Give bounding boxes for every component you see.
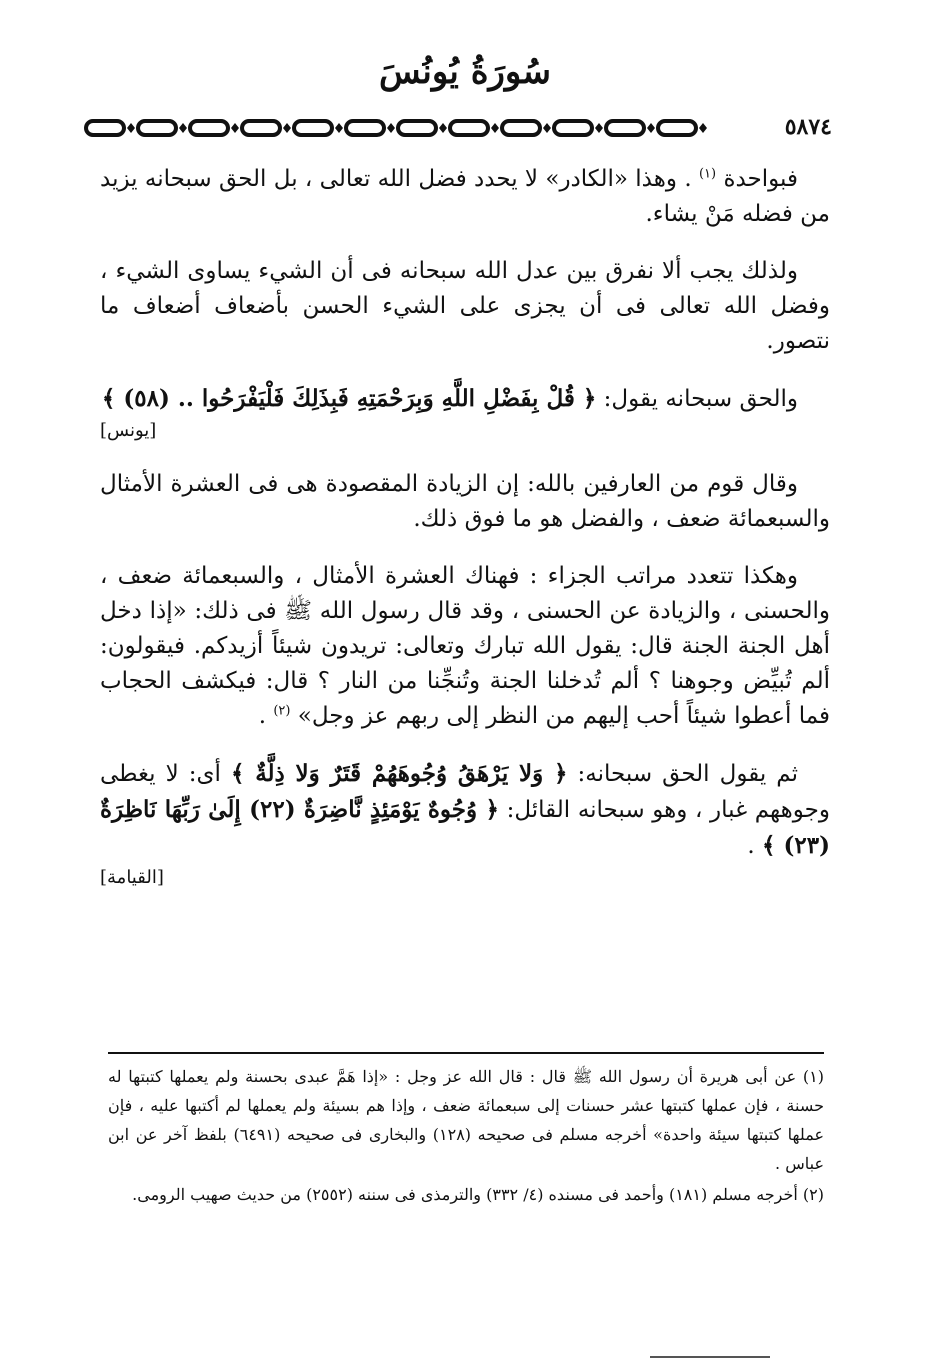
paragraph-3-intro: والحق سبحانه يقول: xyxy=(603,386,798,412)
quran-verse-yunus-26: ﴿ وَلا يَرْهَقُ وُجُوهَهُمْ قَتَرٌ وَلا ذِلَّةٌ ﴾ xyxy=(230,760,568,787)
paragraph-2: ولذلك يجب ألا نفرق بين عدل الله سبحانه فى أن الشيء يساوى الشيء ، وفضل الله تعالى فى أن يجزى على الشيء الحسن بأضعاف أضعاف ما نتصور. xyxy=(100,258,830,354)
paragraph-6-intro: ثم يقول الحق سبحانه: xyxy=(577,761,799,787)
surah-reference-yunus: [يونس] xyxy=(100,420,157,441)
footnote-ref-2: (٢) xyxy=(273,703,291,719)
paragraph-1-text-a: فبواحدة xyxy=(723,166,798,192)
paragraph-1-text-b: . وهذا «الكادر» لا يحدد فضل الله تعالى ، بل الحق سبحانه يزيد من فضله مَنْ يشاء. xyxy=(100,166,830,227)
paragraph-6 xyxy=(100,756,830,892)
footnotes xyxy=(108,1062,824,1211)
paragraph-4: وقال قوم من العارفين بالله: إن الزيادة المقصودة هى فى العشرة الأمثال والسبعمائة ضعف ، والفضل هو ما فوق ذلك. xyxy=(100,471,830,532)
ornament-border xyxy=(82,117,732,139)
paragraph-6-middle: أى: لا يغطى وجوههم غبار ، وهو سبحانه القائل: xyxy=(100,761,830,823)
footnote-1: (١) عن أبى هريرة أن رسول الله ﷺ قال : قال الله عز وجل : «إذا هَمَّ عبدى بحسنة ولم يعملها كتبتها له حسنة ، فإن عملها كتبتها عشر حسنات إلى سبعمائة ضعف ، وإذا هم بسيئة ولم يعملها لم أكتبها عليه ، فإن عملها كتبتها سيئة واحدة» أخرجه مسلم فى صحيحه (١٢٨) والبخارى فى صحيحه (٦٤٩١) بلفظ آخر عن ابن عباس . xyxy=(108,1067,824,1173)
quran-verse-qiyamah-22-23: ﴿ وُجُوهٌ يَوْمَئِذٍ نَّاضِرَةٌ (٢٢) إِلَىٰ رَبِّهَا نَاظِرَةٌ (٢٣) ﴾ xyxy=(100,796,830,859)
footnote-ref-1: (١) xyxy=(698,166,717,182)
page-number: ٥٨٧٤ xyxy=(784,114,832,140)
paragraph-6-end: . xyxy=(747,833,755,859)
main-text xyxy=(100,162,830,914)
surah-reference-qiyamah: [القيامة] xyxy=(100,867,164,888)
footnote-divider xyxy=(108,1052,824,1054)
surah-title: سُورَةُ يُونُسَ xyxy=(379,52,551,92)
footnote-2: (٢) أخرجه مسلم (١٨١) وأحمد فى مسنده (٤/ ٣٣٢) والترمذى فى سننه (٢٥٥٢) من حديث صهيب الرومى. xyxy=(132,1185,824,1204)
quran-verse-yunus-58: ﴿ قُلْ بِفَضْلِ اللَّهِ وَبِرَحْمَتِهِ فَبِذَلِكَ فَلْيَفْرَحُوا .. (٥٨) ﴾ xyxy=(101,385,597,412)
paragraph-5 xyxy=(100,559,830,734)
paragraph-5-end: . xyxy=(258,703,267,729)
paragraph-5-text: وهكذا تتعدد مراتب الجزاء : فهناك العشرة الأمثال ، والسبعمائة ضعف ، والحسنى ، والزيادة عن الحسنى ، وقد قال رسول الله ﷺ فى ذلك: «إذا دخل أهل الجنة الجنة قال: يقول الله تبارك وتعالى: تريدون شيئاً أزيدكم. فيقولون: ألم تُبيِّض وجوهنا ؟ ألم تُدخلنا الجنة وتُنجِّنا من النار ؟ قال: فيكشف الحجاب فما أعطوا شيئاً أحب إليهم من النظر إلى ربهم عز وجل» xyxy=(100,563,830,729)
paragraph-3 xyxy=(100,381,830,445)
paragraph-1 xyxy=(100,162,830,232)
scan-edge-mark xyxy=(650,1356,770,1358)
